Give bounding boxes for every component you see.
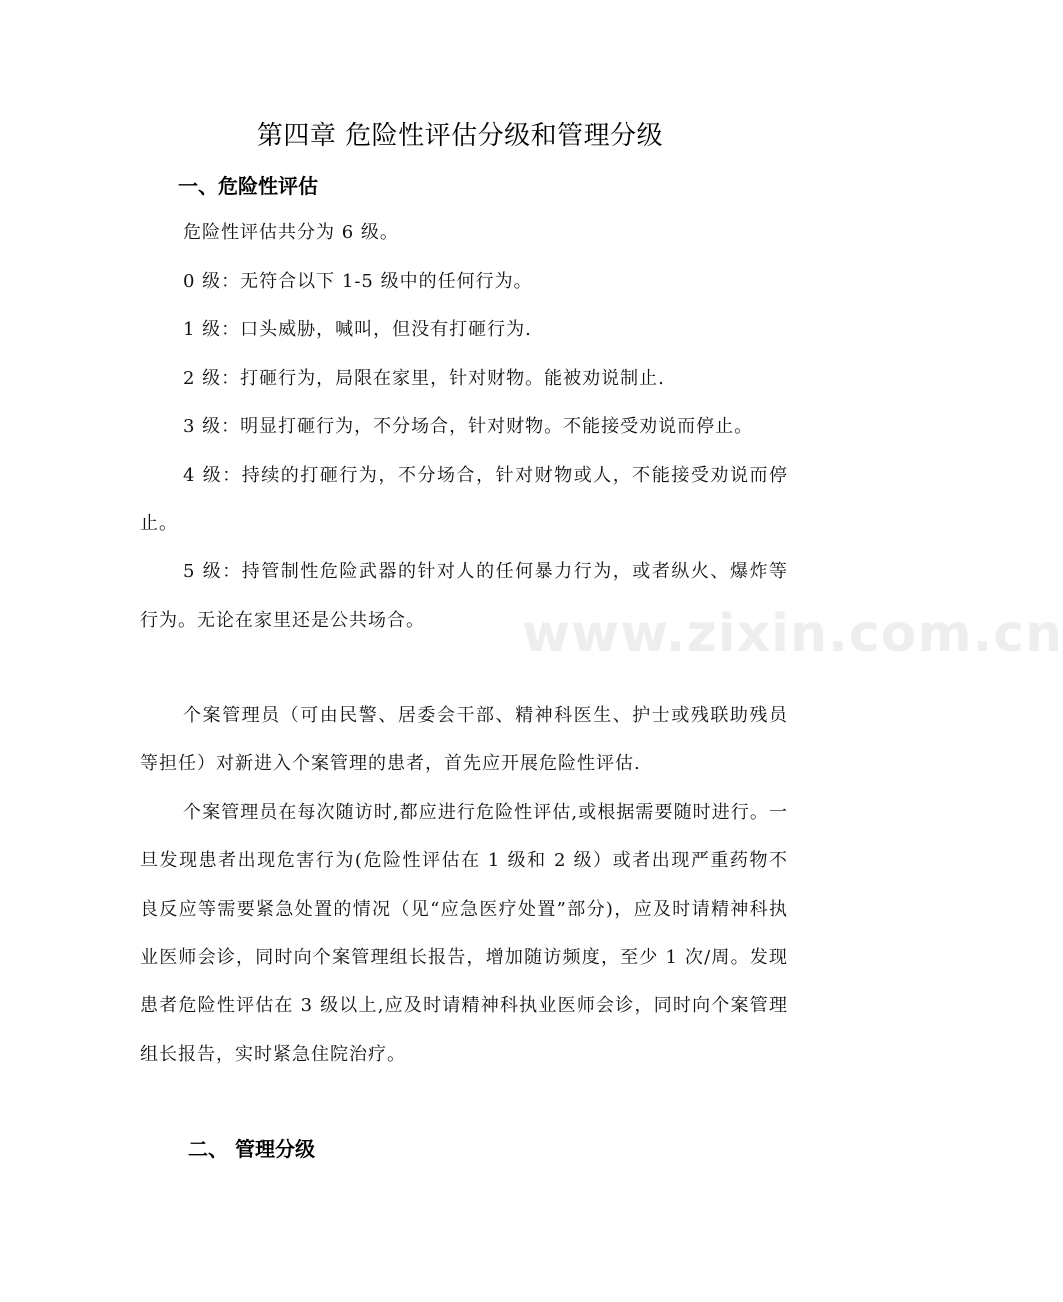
risk-level-3: 3 级：明显打砸行为，不分场合，针对财物。不能接受劝说而停止。	[183, 416, 754, 438]
chapter-title: 第四章 危险性评估分级和管理分级	[256, 121, 664, 151]
intro-paragraph: 危险性评估共分为 6 级。	[183, 222, 399, 243]
risk-level-4: 4 级：持续的打砸行为，不分场合，针对财物或人，不能接受劝说而停止。	[140, 464, 788, 535]
risk-level-5: 5 级：持管制性危险武器的针对人的任何暴力行为，或者纵火、爆炸等行为。无论在家里还是公共场合。	[140, 561, 788, 631]
risk-level-2: 2 级：打砸行为，局限在家里，针对财物。能被劝说制止.	[183, 367, 665, 389]
section-heading-risk-assessment: 一、危险性评估	[178, 174, 318, 198]
risk-level-0: 0 级：无符合以下 1-5 级中的任何行为。	[183, 271, 533, 292]
case-manager-block	[140, 692, 788, 1079]
risk-level-1: 1 级：口头威胁，喊叫，但没有打砸行为.	[183, 319, 532, 341]
case-manager-paragraph-1: 个案管理员（可由民警、居委会干部、精神科医生、护士或残联助残员等担任）对新进入个案管理的患者，首先应开展危险性评估.	[140, 705, 788, 775]
risk-level-list	[140, 258, 788, 645]
case-manager-paragraph-2: 个案管理员在每次随访时,都应进行危险性评估,或根据需要随时进行。一旦发现患者出现危害行为(危险性评估在 1 级和 2 级）或者出现严重药物不良反应等需要紧急处置的情况（见“应急医疗处置”部分)，应及时请精神科执业医师会诊，同时向个案管理组长报告，增加随访频度，至少 1 次/周。发现患者危险性评估在 3 级以上,应及时请精神科执业医师会诊，同时向个案管理组长报告，实时紧急住院治疗。	[140, 801, 788, 1065]
watermark: www.zixin.com.cn	[522, 604, 1063, 664]
intro-block	[140, 209, 788, 257]
section-heading-management-level: 二、 管理分级	[188, 1137, 315, 1161]
